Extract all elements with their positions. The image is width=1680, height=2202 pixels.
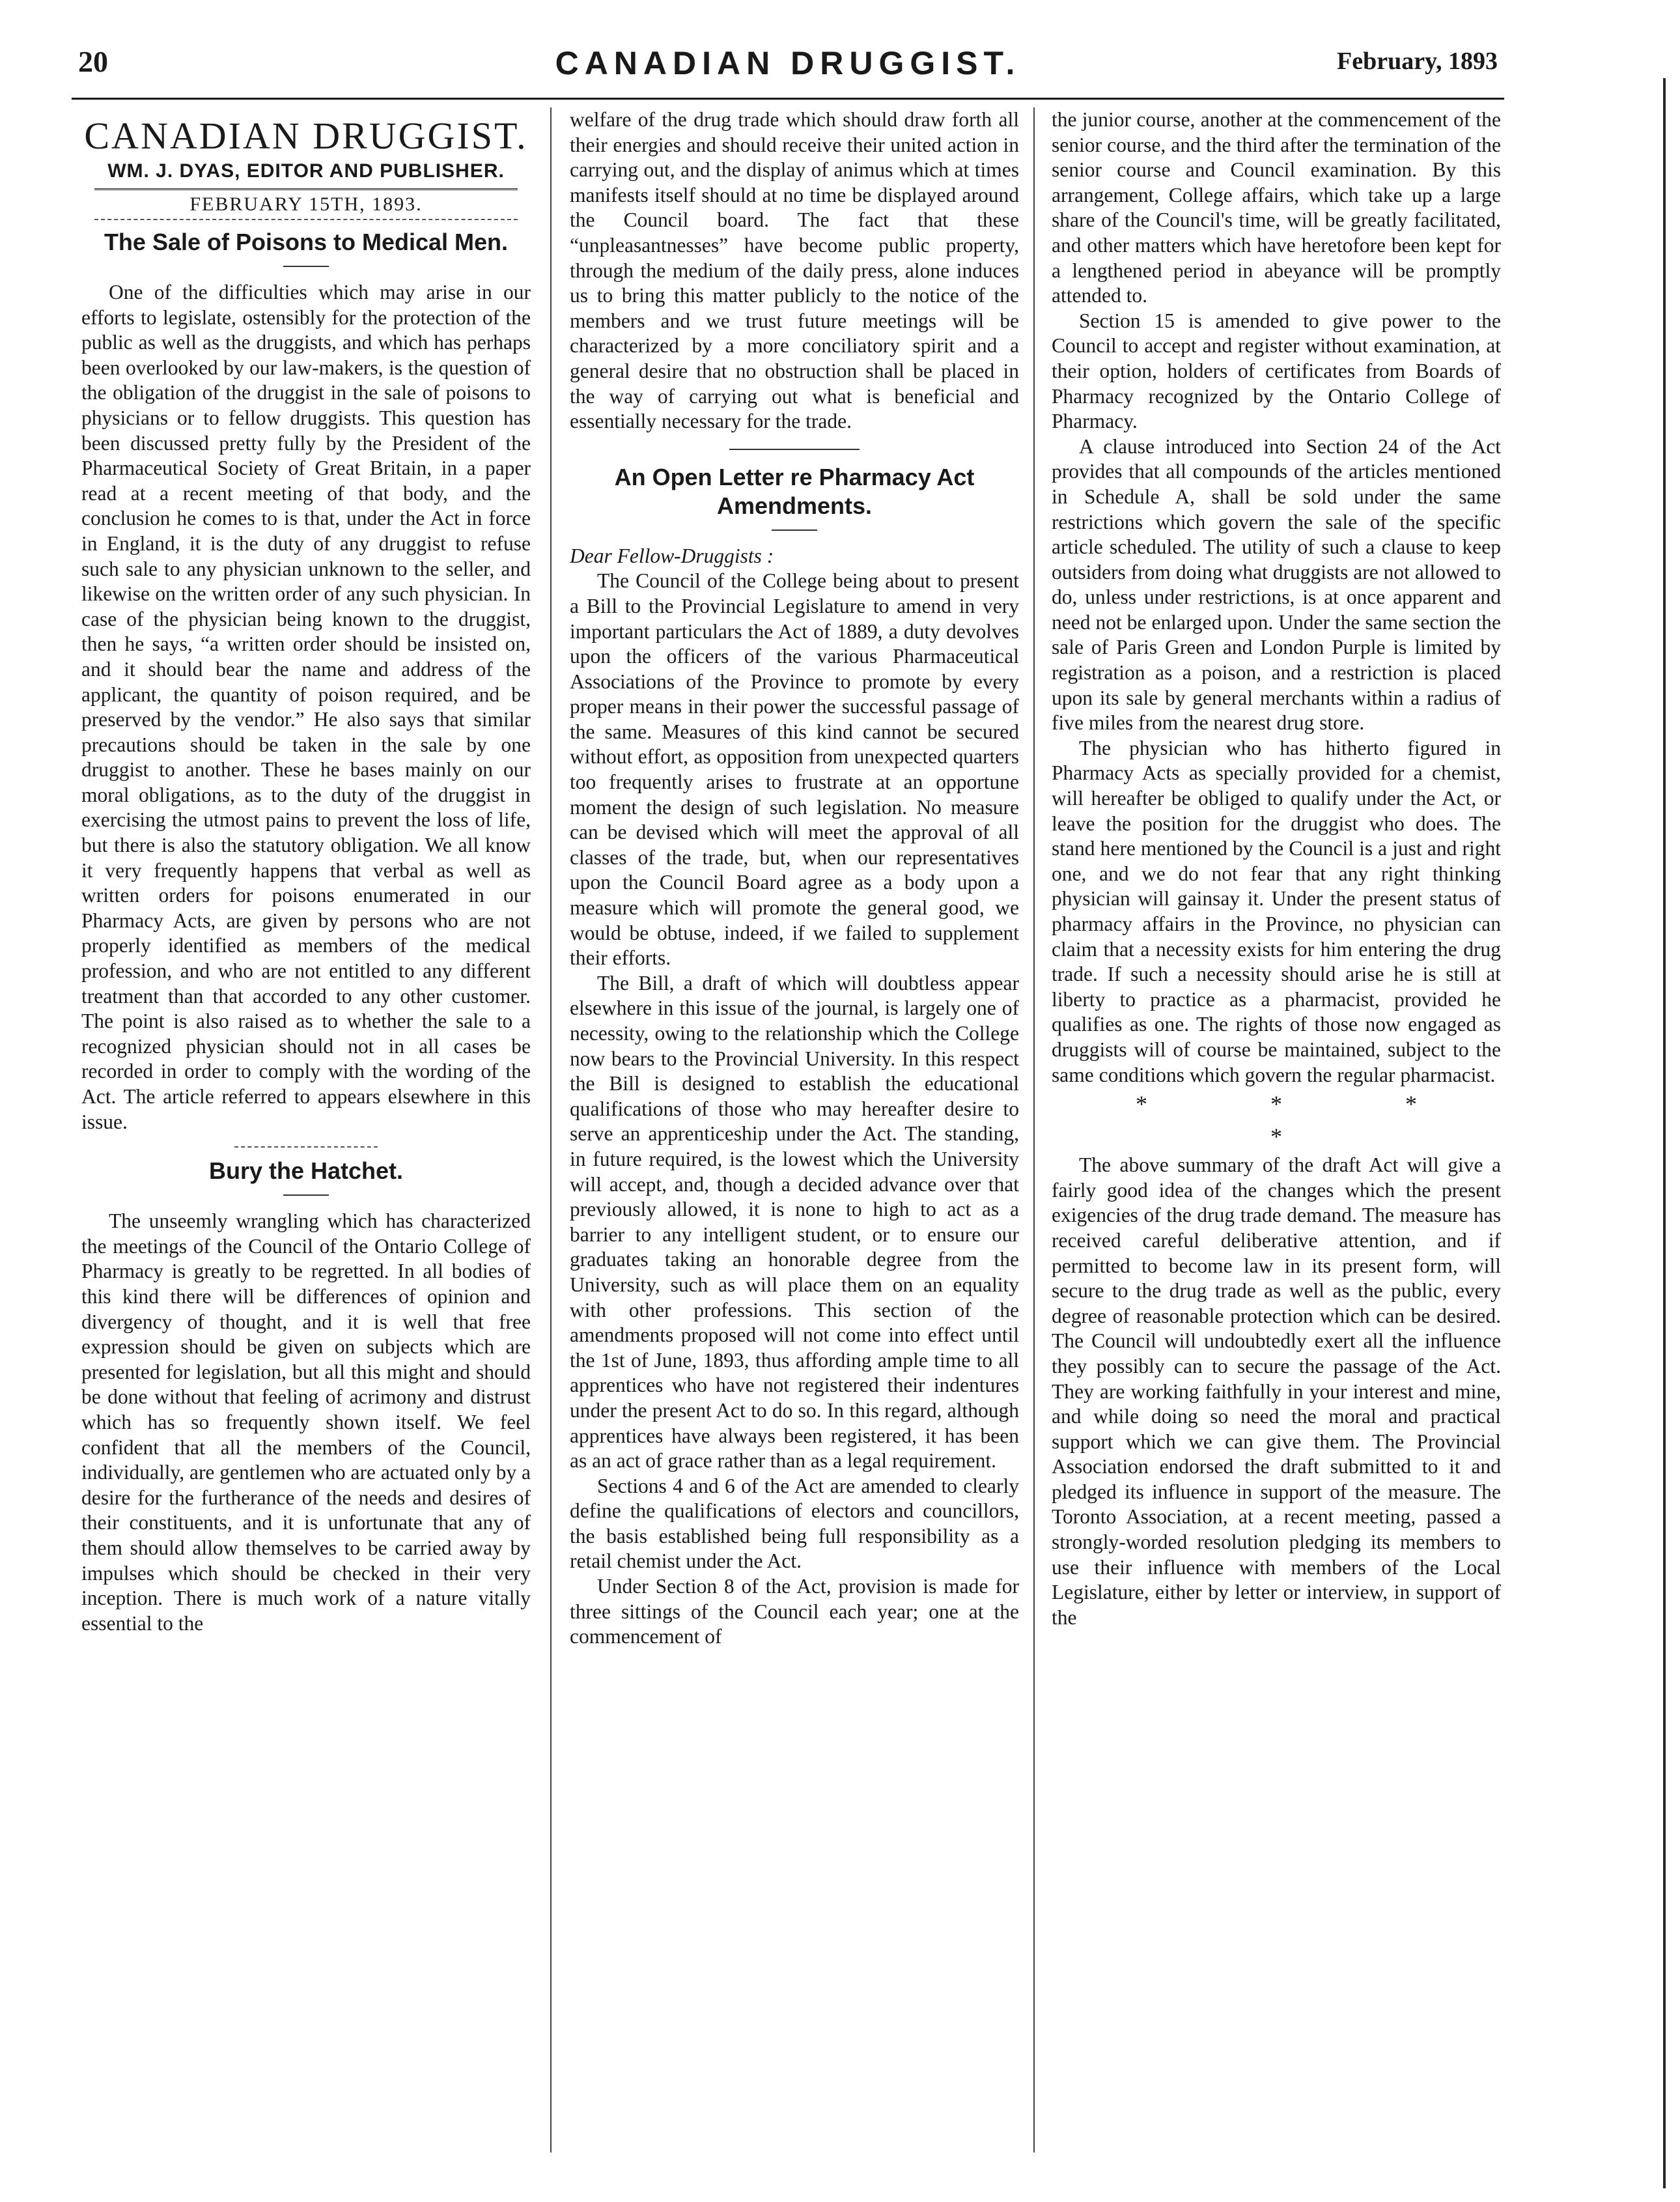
article-heading-open-letter: An Open Letter re Pharmacy Act Amendments. xyxy=(614,463,975,519)
page-header xyxy=(72,26,1504,100)
page-edge-mark xyxy=(1663,78,1666,2188)
page-number: 20 xyxy=(78,45,108,78)
article-paragraph: Section 15 is amended to give power to the Council to accept and register without examination, at their option, holders of certificates from Boards of Pharmacy recognized by the Ontario College of Pharmacy. xyxy=(1052,309,1501,433)
article-paragraph: A clause introduced into Section 24 of the Act provides that all compounds of the articles mentioned in Schedule A, shall be sold under the same restrictions which govern the sale of the specific article scheduled. The utility of such a clause to keep outsiders from doing what druggists are not allowed to do, unless under restrictions, is at once apparent and need not be enlarged upon. Under the same section the sale of Paris Green and London Purple is limited by registration as a poison, and a restriction is placed upon its sale by general merchants within a radius of five miles from the nearest drug store. xyxy=(1052,434,1501,735)
article-heading-bury-the-hatchet: Bury the Hatchet. xyxy=(208,1157,404,1185)
heading-rule xyxy=(283,1194,329,1196)
article-paragraph: Under Section 8 of the Act, provision is made for three sittings of the Council each year; one at the commencement of xyxy=(570,1575,1019,1648)
heading-rule xyxy=(283,266,329,267)
article-paragraph: One of the difficulties which may arise in our efforts to legislate, ostensibly for the protection of the public as well as the druggists, and which has perhaps been overlooked by our law-makers, is the question of the obligation of the druggist in the sale of poisons to physicians or to fellow druggists. This question has been discussed pretty fully by the President of the Pharmaceutical Society of Great Britain, in a paper read at a recent meeting of that body, and the conclusion he comes to is that, under the Act in force in England, it is the duty of any druggist to refuse such sale to any physician unknown to the seller, and likewise on the written order of any such physician. In case of the physician being known to the druggist, then he says, “a written order should be insisted on, and it should bear the name and address of the applicant, the quantity of poison required, and be preserved by the vendor.” He also says that similar precautions should be taken in the sale by one druggist to another. These he bases mainly on our moral obligations, as to the duty of the druggist in exercising the utmost pains to prevent the loss of life, but there is also the statutory obligation. We all know it very frequently happens that verbal as well as written orders for poisons enumerated in our Pharmacy Acts, are given by persons who are not properly identified as members of the medical profession, and who are not entitled to any different treatment than that accorded to any other customer. The point is also raised as to whether the sale to a recognized physician should not in all cases be recorded in order to comply with the wording of the Act. The article referred to appears elsewhere in this issue. xyxy=(81,281,531,1133)
article-paragraph: The physician who has hitherto figured in Pharmacy Acts as specially provided for a chemist, will hereafter be obliged to qualify under the Act, or leave the position for the druggist who does. The stand here mentioned by the Council is a just and right one, and we do not fear that any right thinking physician will gainsay it. Under the present status of pharmacy affairs in the Province, no physician can claim that a necessity exists for him entering the drug trade. If such a necessity should arise he is still at liberty to practice as a pharmacist, provided he qualifies as one. The rights of those now engaged as druggists will of course be maintained, subject to the same conditions which govern the regular pharmacist. xyxy=(1052,736,1501,1086)
asterisk-separator: * * * * xyxy=(1136,1091,1476,1150)
column-divider xyxy=(1033,107,1035,2153)
issue-date: February, 1893 xyxy=(1337,48,1498,75)
section-separator xyxy=(234,1146,378,1148)
article-paragraph-continued: welfare of the drug trade which should draw forth all their energies and should receive their united action in carrying out, and the display of animus which at times manifests itself should at no time be displayed around the Council board. The fact that these “unpleasantnesses” have become public property, through the medium of the daily press, alone induces us to bring this matter publicly to the notice of the members and we trust future meetings will be characterized by a more conciliatory spirit and a general desire that no obstruction shall be placed in the way of carrying out what is beneficial and essentially necessary for the trade. xyxy=(570,108,1019,433)
heading-rule xyxy=(772,529,817,531)
column-divider xyxy=(550,107,552,2153)
article-paragraph: Sections 4 and 6 of the Act are amended to clearly define the qualifications of electors and councillors, the basis established being full responsibility as a retail chemist under the Act. xyxy=(570,1474,1019,1573)
masthead-date: FEBRUARY 15TH, 1893. xyxy=(94,190,518,220)
article-paragraph-continued: the junior course, another at the commencement of the senior course, and the third after the termination of the senior course and Council examination. By this arrangement, College affairs, which take up a large share of the Council's time, will be greatly facilitated, and other matters which have heretofore been kept for a lengthened period in abeyance will be promptly attended to. xyxy=(1052,108,1501,307)
masthead-editor: WM. J. DYAS, EDITOR AND PUBLISHER. xyxy=(94,158,518,190)
masthead-title: CANADIAN DRUGGIST. xyxy=(84,115,528,157)
article-paragraph: The above summary of the draft Act will give a fairly good idea of the changes which the present exigencies of the drug trade demand. The measure has received careful deliberative attention, and if permitted to become law in its present form, will secure to the drug trade as well as the public, every degree of reasonable protection which can be desired. The Council will undoubtedly exert all the influence they possibly can to secure the passage of the Act. They are working faithfully in your interest and mine, and while doing so need the moral and practical support which we can give them. The Provincial Association endorsed the draft submitted to it and pledged its influence in support of the measure. The Toronto Association, at a recent meeting, passed a strongly-worded resolution pledging its members to use their influence with members of the Local Legislature, either by letter or interview, in support of the xyxy=(1052,1153,1501,1629)
section-separator xyxy=(729,449,860,450)
column-1 xyxy=(81,107,531,2146)
column-2 xyxy=(570,107,1019,2146)
article-paragraph: The Council of the College being about to present a Bill to the Provincial Legislature to amend in very important particulars the Act of 1889, a duty devolves upon the officers of the various Pharmaceutical Associations of the Province to promote by every proper means in their power the successful passage of the same. Measures of this kind cannot be secured without effort, as opposition from unexpected quarters too frequently arises to frustrate at an opportune moment the design of such legislation. No measure can be devised which will meet the approval of all classes of the trade, but, when our representatives upon the Council Board agree as a body upon a measure which will promote the general good, we would be obtuse, indeed, if we failed to supplement their efforts. xyxy=(570,569,1019,970)
article-paragraph: The Bill, a draft of which will doubtless appear elsewhere in this issue of the journal, is largely one of necessity, owing to the relationship which the College now bears to the Provincial University. In this respect the Bill is designed to establish the educational qualifications of those who may hereafter desire to serve an apprenticeship under the Act. The standing, in future required, is the lowest which the University will accept, and, though a decided advance over that previously allowed, it is none to high to act as a barrier to any intelligent student, or to ensure our graduates taking an honorable degree from the University, such as will place them on an equality with other professions. This section of the amendments proposed will not come into effect until the 1st of June, 1893, thus affording ample time to all apprentices who have not registered their indentures under the present Act to do so. In this regard, although apprentices have always been registered, it has been as an act of grace rather than as a legal requirement. xyxy=(570,971,1019,1473)
article-heading-sale-of-poisons: The Sale of Poisons to Medical Men. xyxy=(104,229,509,255)
letter-salutation: Dear Fellow-Druggists : xyxy=(570,544,774,567)
article-paragraph: The unseemly wrangling which has characterized the meetings of the Council of the Ontario College of Pharmacy is greatly to be regretted. In all bodies of this kind there will be differences of opinion and divergency of thought, and it is well that free expression should be given on subjects which are presented for legislation, but all this might and should be done without that feeling of acrimony and distrust which has so frequently shown itself. We feel confident that all the members of the Council, individually, are gentlemen who are actuated only by a desire for the furtherance of the needs and desires of their constituents, and it is unfortunate that any of them should allow themselves to be carried away by impulses which should be checked in their very inception. There is much work of a nature vitally essential to the xyxy=(81,1209,531,1635)
column-3 xyxy=(1052,107,1501,2146)
running-title: CANADIAN DRUGGIST. xyxy=(555,45,1021,81)
